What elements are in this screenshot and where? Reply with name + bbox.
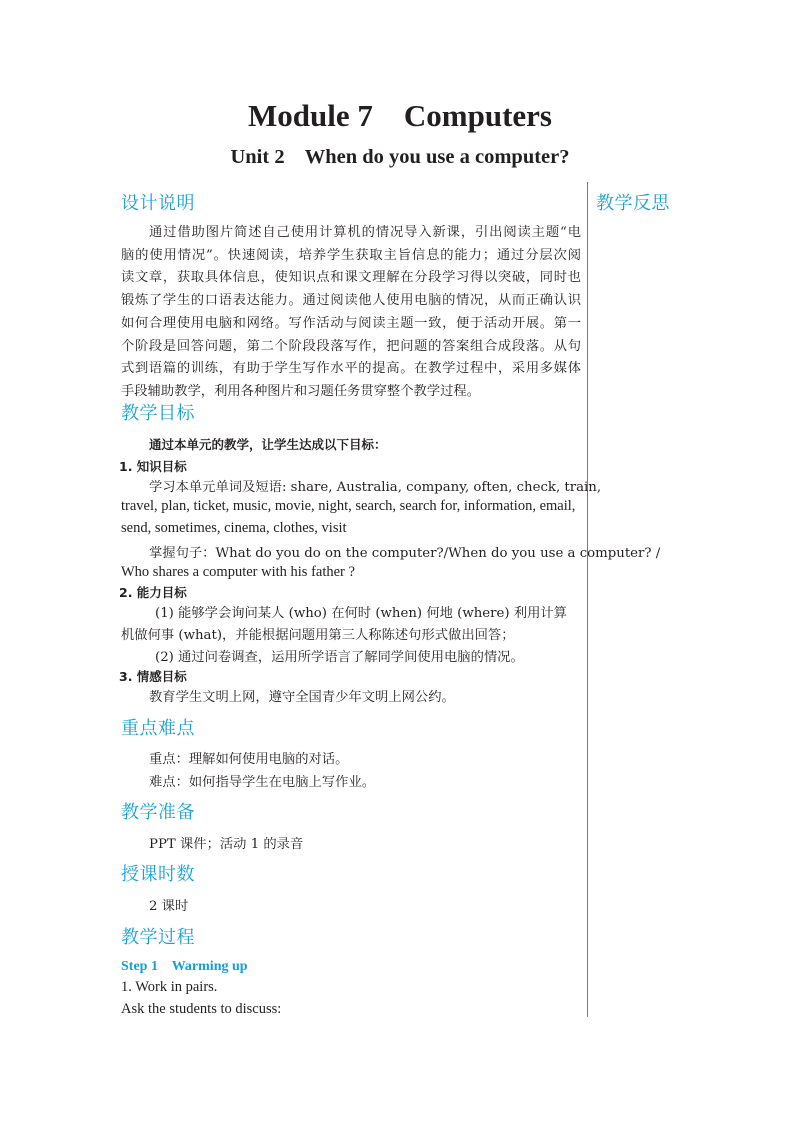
step-heading: Step 1 Warming up [121,959,248,974]
design-line: 个阶段是回答问题，第二个阶段段落写作，把问题的答案组合成段落。从句 [121,338,581,354]
process-line-1: 1. Work in pairs. [121,979,218,995]
key-points-heading: 重点难点 [121,718,195,739]
preparation-text: PPT 课件；活动 1 的录音 [149,837,304,852]
process-heading: 教学过程 [121,927,195,948]
design-line: 手段辅助教学，利用各种图片和习题任务贯穿整个教学过程。 [121,383,481,399]
goals-heading: 教学目标 [121,403,195,424]
vocab-line-3: send, sometimes, cinema, clothes, visit [121,520,347,536]
page-subtitle: Unit 2 When do you use a computer? [230,146,570,168]
ability-line-3: (2) 通过问卷调查，运用所学语言了解同学间使用电脑的情况。 [155,650,524,665]
design-line: 如何合理使用电脑和网络。写作活动与阅读主题一致，便于活动开展。第一 [121,315,581,331]
difficult-point: 难点：如何指导学生在电脑上写作业。 [149,775,376,790]
key-point: 重点：理解如何使用电脑的对话。 [149,752,349,767]
sentence-line-1: 掌握句子：What do you do on the computer?/When do you use a computer? / [149,546,661,561]
design-line: 式到语篇的训练，有助于学生写作水平的提高。在教学过程中，采用多媒体 [121,361,581,377]
design-heading: 设计说明 [121,193,195,214]
process-line-2: Ask the students to discuss: [121,1001,282,1017]
emotion-text: 教育学生文明上网，遵守全国青少年文明上网公约。 [149,690,455,705]
column-divider [587,182,588,1017]
ability-line-1: (1) 能够学会询问某人 (who) 在何时 (when) 何地 (where) 利用计算 [155,606,567,621]
knowledge-title: 1. 知识目标 [119,459,187,474]
vocab-line-2: travel, plan, ticket, music, movie, night, search, search for, information, email, [121,498,576,514]
sentence-line-2: Who shares a computer with his father ? [121,564,355,580]
hours-heading: 授课时数 [121,864,195,885]
reflection-heading: 教学反思 [596,193,670,214]
design-line: 锻炼了学生的口语表达能力。通过阅读他人使用电脑的情况，从而正确认识 [121,293,581,309]
vocab-line-1: 学习本单元单词及短语: share, Australia, company, often, check, train, [149,480,602,495]
page-title: Module 7 Computers [248,98,552,133]
preparation-heading: 教学准备 [121,802,195,823]
ability-title: 2. 能力目标 [119,585,187,600]
design-line: 通过借助图片简述自己使用计算机的情况导入新课，引出阅读主题“电 [149,225,581,240]
design-line: 脑的使用情况”。快速阅读，培养学生获取主旨信息的能力；通过分层次阅 [121,247,581,263]
design-line: 读文章，获取具体信息，使知识点和课文理解在分段学习得以突破，同时也 [121,270,581,286]
hours-text: 2 课时 [149,899,189,914]
ability-line-2: 机做何事 (what)，并能根据问题用第三人称陈述句形式做出回答； [121,628,515,643]
goals-intro: 通过本单元的教学，让学生达成以下目标： [149,437,387,452]
emotion-title: 3. 情感目标 [119,669,187,684]
